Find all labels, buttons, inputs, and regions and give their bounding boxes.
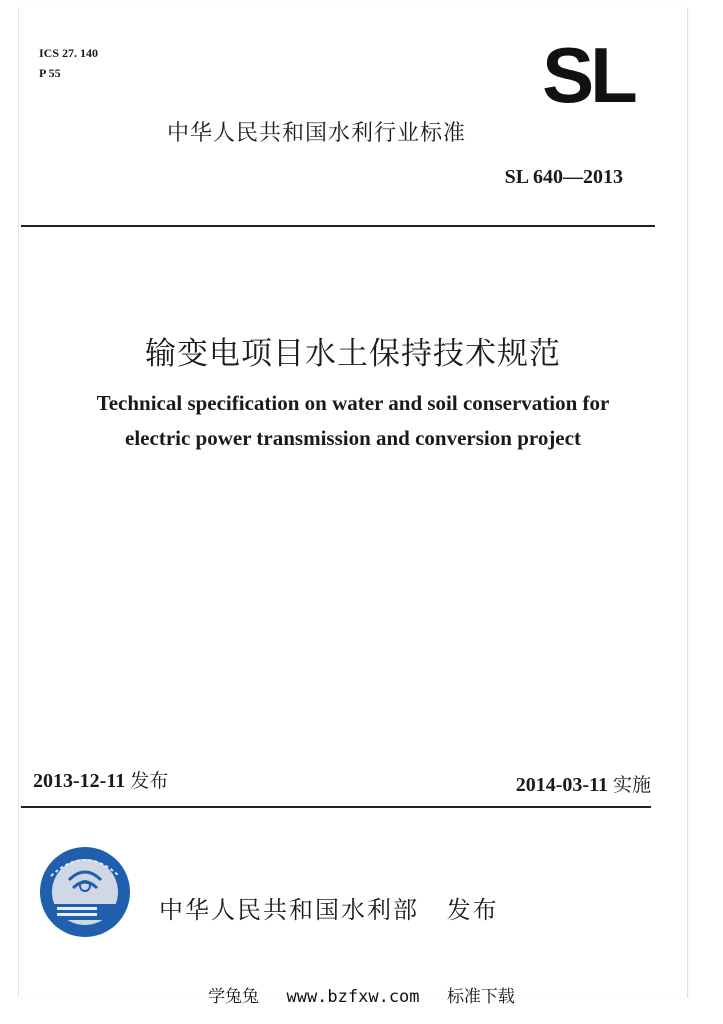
title-english bbox=[19, 386, 687, 456]
publisher-name: 中华人民共和国水利部 bbox=[159, 896, 419, 924]
industry-standard-title: 中华人民共和国水利行业标准 bbox=[167, 121, 467, 146]
document-cover bbox=[18, 8, 688, 998]
anti-counterfeit-seal-icon bbox=[39, 846, 131, 938]
sl-logo bbox=[533, 36, 643, 114]
footer-url[interactable]: www.bzfxw.com bbox=[286, 987, 420, 1007]
classification-codes bbox=[39, 43, 98, 83]
top-divider bbox=[21, 225, 655, 227]
title-english-line-1: Technical specification on water and soil conservation for bbox=[96, 391, 610, 415]
effective-date-value: 2014-03-11 bbox=[515, 774, 608, 796]
sl-logo-text: SL bbox=[542, 36, 634, 114]
publisher bbox=[159, 890, 499, 925]
issue-date bbox=[33, 766, 168, 793]
footer-tagline: 标准下载 bbox=[446, 987, 515, 1007]
footer-site-name: 学兔兔 bbox=[208, 987, 260, 1007]
title-english-line-2: electric power transmission and conversion project bbox=[125, 426, 581, 450]
issue-date-value: 2013-12-11 bbox=[33, 770, 126, 792]
title-chinese: 输变电项目水土保持技术规范 bbox=[145, 336, 561, 372]
standard-code: SL 640—2013 bbox=[504, 166, 623, 188]
effective-date bbox=[516, 770, 651, 797]
effective-label: 实施 bbox=[612, 774, 651, 796]
watermark-footer bbox=[0, 982, 723, 1007]
class-code: P 55 bbox=[39, 66, 61, 80]
ics-code: ICS 27. 140 bbox=[39, 46, 99, 60]
publisher-action: 发布 bbox=[446, 896, 499, 924]
bottom-divider bbox=[21, 806, 651, 808]
issue-label: 发布 bbox=[130, 770, 169, 792]
